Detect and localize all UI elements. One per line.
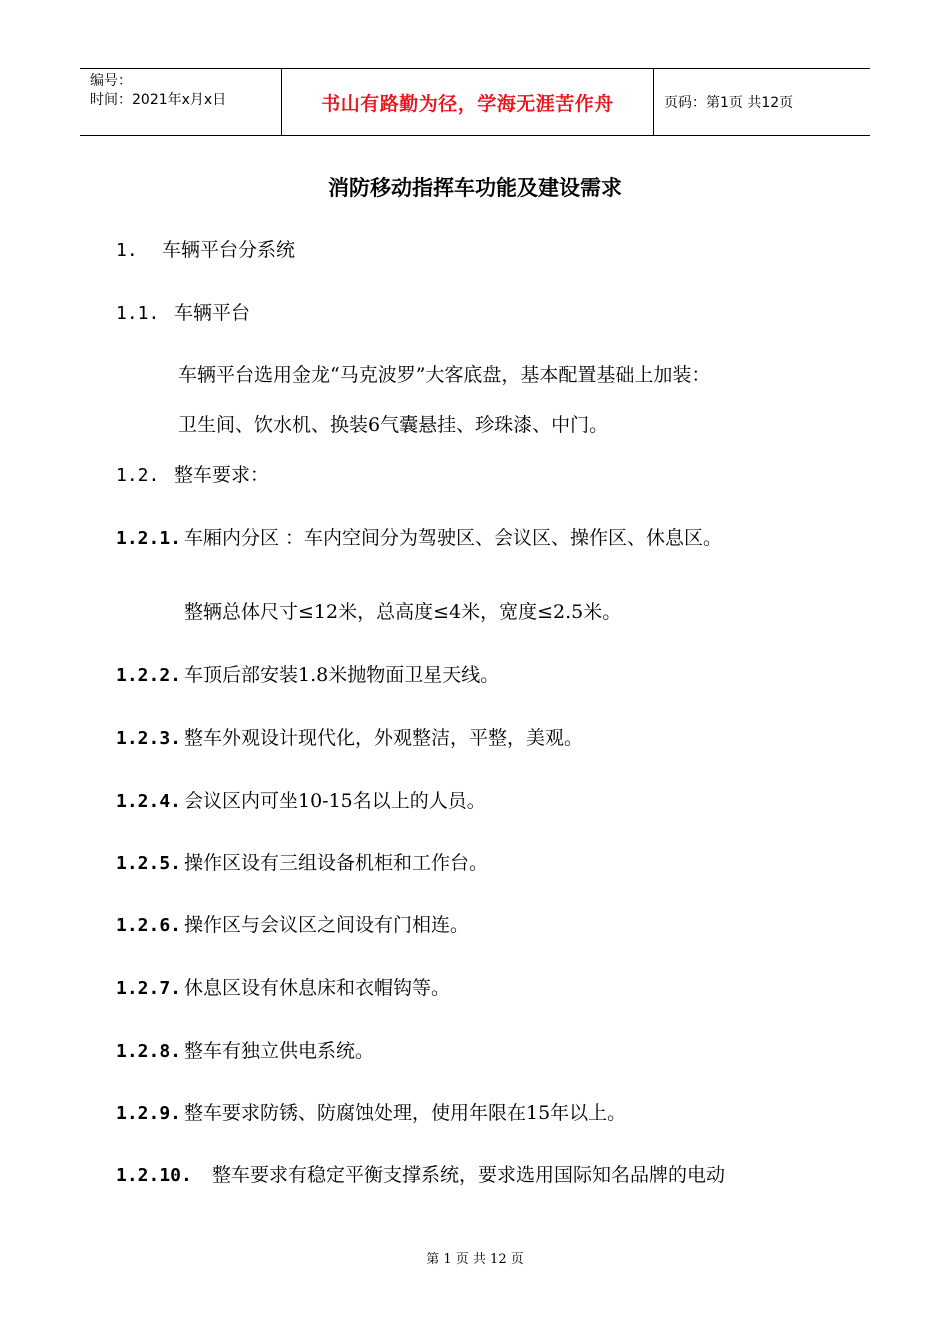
item-number: 1.2.9.	[116, 1103, 182, 1124]
item-number: 1.2.7.	[116, 978, 182, 999]
section-number: 1.2.	[116, 465, 160, 486]
list-item	[116, 1098, 626, 1125]
list-item	[116, 1160, 725, 1187]
item-number: 1.2.2.	[116, 665, 182, 686]
header-meta-cell	[80, 69, 282, 135]
page-footer: 第 1 页 共 12 页	[426, 1252, 524, 1267]
paragraph-text: 整辆总体尺寸≤12米，总高度≤4米，宽度≤2.5米。	[184, 601, 622, 623]
document-number-label: 编号：	[90, 73, 132, 89]
paragraph-text: 车辆平台选用金龙“马克波罗”大客底盘，基本配置基础上加装：	[178, 364, 711, 386]
item-text: 操作区与会议区之间设有门相连。	[184, 914, 470, 936]
item-text: 整车有独立供电系统。	[184, 1040, 375, 1062]
list-item	[116, 848, 488, 875]
section-heading	[116, 460, 269, 487]
list-item	[116, 660, 499, 687]
item-number: 1.2.8.	[116, 1041, 182, 1062]
section-text: 整车要求：	[174, 464, 270, 486]
header-page-cell	[654, 69, 870, 135]
section-heading	[116, 235, 295, 262]
item-text: 会议区内可坐10-15名以上的人员。	[184, 790, 486, 812]
header-page-label: 页码：第1页 共12页	[664, 95, 794, 111]
item-number: 1.2.5.	[116, 853, 182, 874]
item-text: 整车要求有稳定平衡支撑系统，要求选用国际知名品牌的电动	[212, 1164, 726, 1186]
item-number: 1.2.4.	[116, 791, 182, 812]
paragraph-text: 卫生间、饮水机、换装6气囊悬挂、珍珠漆、中门。	[178, 414, 609, 436]
list-item	[116, 910, 469, 937]
section-number: 1.1.	[116, 303, 160, 324]
header-motto: 书山有路勤为径，学海无涯苦作舟	[321, 92, 614, 115]
item-text: 整车外观设计现代化，外观整洁，平整，美观。	[184, 727, 584, 749]
item-text: 车厢内分区 ：车内空间分为驾驶区、会议区、操作区、休息区。	[184, 527, 723, 549]
item-text: 休息区设有休息床和衣帽钩等。	[184, 977, 451, 999]
item-number: 1.2.10.	[116, 1165, 192, 1186]
item-number: 1.2.6.	[116, 915, 182, 936]
page-header	[80, 68, 870, 136]
item-number: 1.2.3.	[116, 728, 182, 749]
header-motto-cell	[282, 69, 654, 135]
item-number: 1.2.1.	[116, 528, 182, 549]
list-item	[116, 523, 722, 550]
paragraph-line	[178, 410, 608, 437]
item-text: 整车要求防锈、防腐蚀处理，使用年限在15年以上。	[184, 1102, 627, 1124]
section-number: 1.	[116, 240, 138, 261]
section-heading	[116, 298, 250, 325]
list-item	[116, 786, 486, 813]
document-title: 消防移动指挥车功能及建设需求	[328, 176, 622, 200]
item-text: 车顶后部安装1.8米抛物面卫星天线。	[184, 664, 500, 686]
item-text: 操作区设有三组设备机柜和工作台。	[184, 852, 489, 874]
document-date-label: 时间：2021年x月x日	[90, 92, 227, 108]
list-item	[116, 1036, 374, 1063]
section-text: 车辆平台	[174, 302, 251, 324]
paragraph-line	[184, 597, 621, 624]
list-item	[116, 973, 450, 1000]
section-text: 车辆平台分系统	[162, 239, 296, 261]
list-item	[116, 723, 583, 750]
paragraph-line	[178, 360, 710, 387]
